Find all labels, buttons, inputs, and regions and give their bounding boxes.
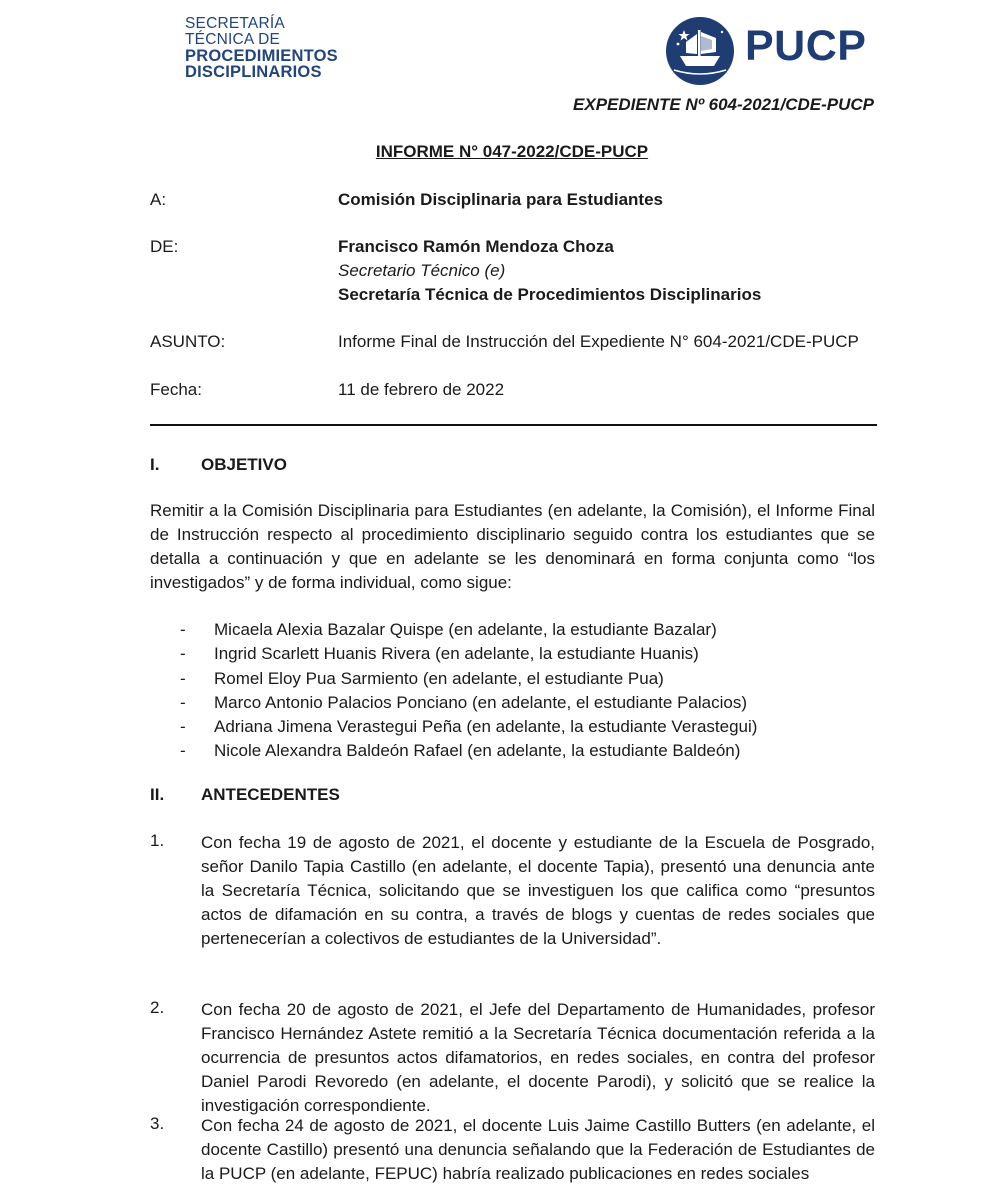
field-de-name: Francisco Ramón Mendoza Choza	[338, 237, 614, 256]
list-item	[180, 715, 757, 739]
department-name	[185, 16, 338, 80]
section-1-number: I.	[150, 455, 160, 474]
section-1-paragraph: Remitir a la Comisión Disciplinaria para Estudiantes (en adelante, la Comisión), el Informe Final de Instrucción respecto al procedimiento disciplinario seguido contra los estudiantes que se detalla a continuación y que en adelante se les denominará en forma conjunta como “los investigados” y de forma individual, como sigue:	[150, 501, 875, 592]
dept-line-3: PROCEDIMIENTOS	[185, 47, 338, 65]
document-title: INFORME N° 047-2022/CDE-PUCP	[375, 142, 649, 161]
field-asunto-value: Informe Final de Instrucción del Expediente N° 604-2021/CDE-PUCP	[338, 332, 859, 351]
list-item-text: Nicole Alexandra Baldeón Rafael (en adelante, la estudiante Baldeón)	[214, 741, 741, 761]
pucp-logo-icon	[662, 16, 742, 86]
list-item	[180, 739, 757, 763]
list-item-text: Micaela Alexia Bazalar Quispe (en adelante, la estudiante Bazalar)	[214, 620, 717, 639]
dept-line-1: SECRETARÍA	[185, 15, 285, 32]
bullet-dash: -	[180, 668, 186, 688]
item-1-text: Con fecha 19 de agosto de 2021, el docente y estudiante de la Escuela de Posgrado, señor Danilo Tapia Castillo (en adelante, el docente Tapia), presentó una denuncia ante la Secretaría Técnica, solicitando que se investiguen los que califica como “presuntos actos de difamación en su contra, a través de blogs y cuentas de redes sociales que pertenecerían a colectivos de estudiantes de la Universidad”.	[201, 833, 875, 948]
item-3-text: Con fecha 24 de agosto de 2021, el docente Luis Jaime Castillo Butters (en adelante, el docente Castillo) presentó una denuncia señalando que la Federación de Estudiantes de la PUCP (en adelante, FEPUC) habría realizado publicaciones en redes sociales	[201, 1116, 875, 1183]
investigated-list	[180, 618, 757, 764]
list-item-text: Ingrid Scarlett Huanis Rivera (en adelante, la estudiante Huanis)	[214, 644, 699, 664]
section-2-number: II.	[150, 785, 165, 804]
item-2-number: 2.	[150, 998, 165, 1017]
field-fecha-value: 11 de febrero de 2022	[338, 380, 505, 399]
logo-wordmark: PUCP	[745, 22, 867, 70]
field-a-value: Comisión Disciplinaria para Estudiantes	[338, 190, 663, 209]
field-a-label: A:	[150, 190, 167, 209]
item-1-number: 1.	[150, 831, 165, 850]
list-item	[180, 618, 757, 642]
item-2-text: Con fecha 20 de agosto de 2021, el Jefe del Departamento de Humanidades, profesor Francisco Hernández Astete remitió a la Secretaría Técnica documentación referida a la ocurrencia de presuntos actos difamatorios, en redes sociales, en contra del profesor Daniel Parodi Revoredo (en adelante, el docente Parodi), y solicitó que se realice la investigación correspondiente.	[201, 1000, 875, 1115]
section-2-title: ANTECEDENTES	[201, 785, 340, 804]
bullet-dash: -	[180, 644, 186, 664]
list-item	[180, 642, 757, 666]
bullet-dash: -	[180, 741, 186, 761]
list-item-text: Adriana Jimena Verastegui Peña (en adelante, la estudiante Verastegui)	[214, 717, 758, 737]
field-fecha-label: Fecha:	[150, 380, 202, 399]
list-item-text: Romel Eloy Pua Sarmiento (en adelante, el estudiante Pua)	[214, 668, 664, 688]
bullet-dash: -	[180, 620, 186, 639]
field-de-role: Secretario Técnico (e)	[338, 261, 506, 280]
bullet-dash: -	[180, 717, 186, 737]
header-divider	[150, 424, 877, 426]
field-de-label: DE:	[150, 237, 179, 256]
expediente-number: EXPEDIENTE Nº 604-2021/CDE-PUCP	[573, 95, 874, 114]
field-asunto-label: ASUNTO:	[150, 332, 226, 351]
dept-line-4: DISCIPLINARIOS	[185, 63, 322, 81]
section-1-title: OBJETIVO	[201, 455, 287, 474]
bullet-dash: -	[180, 692, 186, 712]
item-3-number: 3.	[150, 1114, 165, 1133]
dept-line-2: TÉCNICA DE	[185, 31, 281, 48]
list-item	[180, 691, 757, 715]
list-item	[180, 667, 757, 691]
list-item-text: Marco Antonio Palacios Ponciano (en adelante, el estudiante Palacios)	[214, 692, 748, 712]
field-de-office: Secretaría Técnica de Procedimientos Disciplinarios	[338, 285, 762, 304]
